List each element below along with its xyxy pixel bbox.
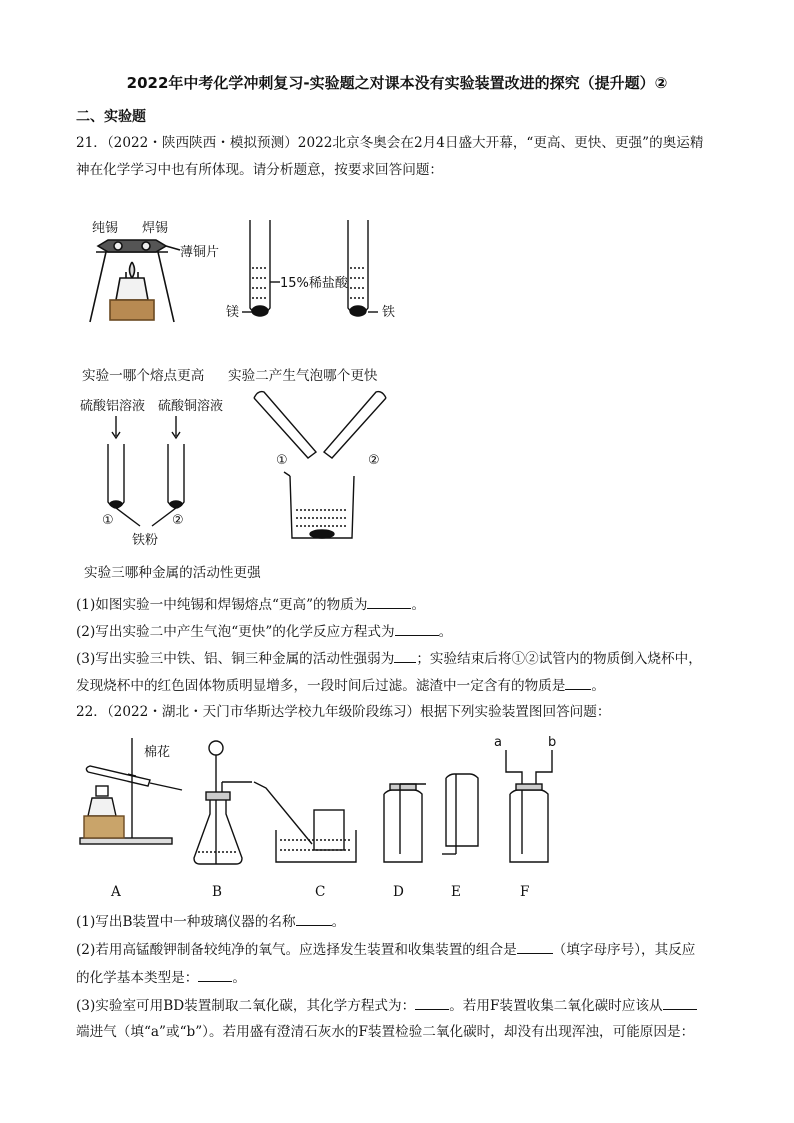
answer-blank[interactable] bbox=[367, 594, 411, 609]
label-al-sulfate: 硫酸铝溶液 bbox=[80, 399, 146, 414]
label-tube-2: ② bbox=[172, 513, 184, 528]
q22-sub2-text-b: （填字母序号），其反应 bbox=[552, 942, 696, 958]
answer-blank[interactable] bbox=[663, 995, 697, 1010]
q22-sub1-end: 。 bbox=[331, 914, 346, 930]
apparatus-D bbox=[384, 784, 426, 862]
apparatus-label-B: B bbox=[212, 884, 222, 900]
answer-blank[interactable] bbox=[198, 967, 232, 982]
apparatus-E bbox=[442, 774, 478, 854]
q21-sub3-line2 bbox=[76, 675, 726, 696]
label-tube-1: ① bbox=[102, 513, 114, 528]
answer-blank[interactable] bbox=[517, 939, 553, 954]
answer-blank[interactable] bbox=[565, 675, 591, 690]
label-iron: 铁 bbox=[382, 305, 396, 320]
apparatus-label-A: A bbox=[111, 884, 121, 900]
q21-sub2-end: 。 bbox=[438, 624, 453, 640]
test-tube-magnesium bbox=[242, 220, 270, 316]
apparatus-label-E: E bbox=[451, 884, 461, 900]
q21-sub1-text: (1)如图实验一中纯锡和焊锡熔点“更高”的物质为 bbox=[76, 597, 368, 613]
q22-sub2-line1 bbox=[76, 939, 726, 960]
apparatus-label-D: D bbox=[393, 884, 404, 900]
label-pure-tin: 纯锡 bbox=[92, 221, 119, 236]
label-pour-1: ① bbox=[276, 453, 288, 468]
apparatus-B bbox=[194, 741, 252, 864]
q22-sub2-text-c: 的化学基本类型是： bbox=[76, 970, 199, 986]
q22-sub1-text: (1)写出B装置中一种玻璃仪器的名称 bbox=[76, 914, 296, 930]
apparatus-C bbox=[254, 782, 356, 862]
q22-sub3-text-a: (3)实验室可用BD装置制取二氧化碳，其化学方程式为： bbox=[76, 998, 416, 1014]
caption-experiment-1: 实验一哪个熔点更高 bbox=[82, 368, 205, 384]
answer-blank[interactable] bbox=[296, 911, 332, 926]
q21-intro-line1: 21．（2022・陕西陕西・模拟预测）2022北京冬奥会在2月4日盛大开幕，“更高、更快、更强”的奥运精 bbox=[76, 135, 704, 151]
q22-sub3-text-b: 。若用F装置收集二氧化碳时应该从 bbox=[449, 998, 663, 1014]
q21-sub3-line1 bbox=[76, 648, 726, 669]
q21-sub2-text: (2)写出实验二中产生气泡“更快”的化学反应方程式为 bbox=[76, 624, 395, 640]
activity-test-tubes bbox=[108, 416, 184, 526]
label-port-b: b bbox=[548, 735, 557, 750]
q21-sub2 bbox=[76, 621, 726, 642]
q22-sub2-line2 bbox=[76, 967, 726, 988]
tripod-heating-setup bbox=[90, 240, 180, 322]
q22-sub2-text-a: (2)若用高锰酸钾制备较纯净的氧气。应选择发生装置和收集装置的组合是 bbox=[76, 942, 517, 958]
caption-experiment-2: 实验二产生气泡哪个更快 bbox=[228, 368, 378, 384]
label-iron-powder: 铁粉 bbox=[132, 533, 159, 548]
answer-blank[interactable] bbox=[415, 995, 449, 1010]
q21-intro-line2: 神在化学学习中也有所体现。请分析题意，按要求回答问题： bbox=[76, 162, 444, 178]
apparatus-label-F: F bbox=[520, 884, 530, 900]
q21-figure-2 bbox=[76, 392, 406, 552]
q21-sub3-text-b: ；实验结束后将①②试管内的物质倒入烧杯中， bbox=[416, 651, 702, 667]
q21-sub1-end: 。 bbox=[411, 597, 426, 613]
label-pour-2: ② bbox=[368, 453, 380, 468]
answer-blank[interactable] bbox=[395, 621, 439, 636]
label-acid: 15%稀盐酸 bbox=[280, 276, 348, 291]
q21-sub3-text-a: (3)写出实验三中铁、铝、铜三种金属的活动性强弱为 bbox=[76, 651, 395, 667]
q22-sub3-line2: 端进气（填“a”或“b”）。若用盛有澄清石灰水的F装置检验二氧化碳时，却没有出现浑浊，可能原因是： bbox=[76, 1024, 695, 1040]
page-title: 2022年中考化学冲刺复习-实验题之对课本没有实验装置改进的探究（提升题）② bbox=[126, 74, 668, 92]
label-copper-sheet: 薄铜片 bbox=[180, 245, 220, 260]
q22-sub2-end: 。 bbox=[232, 970, 246, 986]
caption-experiment-3: 实验三哪种金属的活动性更强 bbox=[84, 565, 261, 581]
apparatus-F bbox=[506, 750, 552, 862]
q22-apparatus-figure bbox=[76, 734, 576, 874]
q21-sub3-end: 。 bbox=[591, 678, 605, 694]
q21-sub3-text-c: 发现烧杯中的红色固体物质明显增多，一段时间后过滤。滤渣中一定含有的物质是 bbox=[76, 678, 566, 694]
label-cu-sulfate: 硫酸铜溶液 bbox=[158, 399, 224, 414]
label-solder: 焊锡 bbox=[142, 221, 169, 236]
q22-sub3-line1 bbox=[76, 995, 726, 1016]
label-cotton: 棉花 bbox=[144, 745, 171, 760]
q22-intro: 22．（2022・湖北・天门市华斯达学校九年级阶段练习）根据下列实验装置图回答问题： bbox=[76, 704, 611, 720]
apparatus-label-C: C bbox=[315, 884, 326, 900]
answer-blank[interactable] bbox=[394, 648, 416, 663]
section-heading: 二、实验题 bbox=[76, 109, 146, 125]
q21-sub1 bbox=[76, 594, 726, 615]
label-magnesium: 镁 bbox=[226, 305, 240, 320]
q21-figure-1 bbox=[76, 212, 416, 332]
test-tube-iron bbox=[270, 220, 378, 316]
q22-sub1 bbox=[76, 911, 726, 932]
label-port-a: a bbox=[494, 735, 502, 750]
pouring-tubes-and-beaker bbox=[254, 392, 386, 538]
